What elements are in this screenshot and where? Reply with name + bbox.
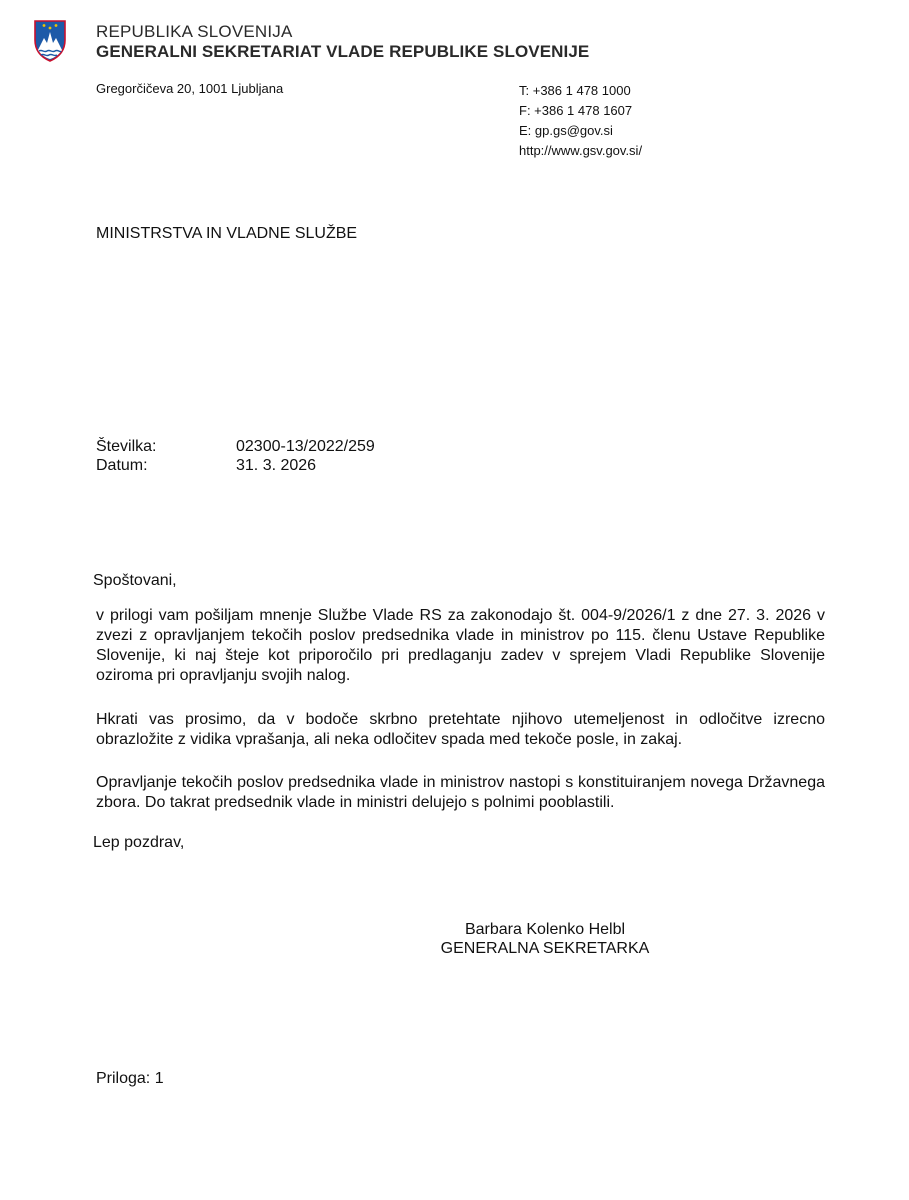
date-label: Datum: bbox=[96, 457, 148, 474]
coat-of-arms-icon bbox=[33, 20, 67, 62]
number-row bbox=[96, 437, 375, 456]
attachment-note: Priloga: 1 bbox=[96, 1070, 164, 1087]
website-url: http://www.gsv.gov.si/ bbox=[519, 143, 643, 158]
phone-number: T: +386 1 478 1000 bbox=[519, 83, 631, 98]
greeting: Spoštovani, bbox=[93, 572, 177, 589]
closing: Lep pozdrav, bbox=[93, 834, 185, 851]
document-meta bbox=[96, 437, 375, 475]
signatory-title: GENERALNA SEKRETARKA bbox=[440, 940, 650, 957]
org-name-line1: REPUBLIKA SLOVENIJA bbox=[96, 22, 293, 41]
fax-number: F: +386 1 478 1607 bbox=[519, 103, 633, 118]
signature-block bbox=[420, 920, 670, 958]
org-name-line2: GENERALNI SEKRETARIAT VLADE REPUBLIKE SLOVENIJE bbox=[96, 42, 590, 61]
sender-address: Gregorčičeva 20, 1001 Ljubljana bbox=[96, 81, 284, 96]
date-value: 31. 3. 2026 bbox=[236, 457, 317, 474]
body-paragraph-3: Opravljanje tekočih poslov predsednika vlade in ministrov nastopi s konstituiranjem novega Državnega zbora. Do takrat predsednik vlade in ministri delujejo s polnimi pooblastili. bbox=[96, 774, 825, 811]
body-paragraph-2: Hkrati vas prosimo, da v bodoče skrbno pretehtate njihovo utemeljenost in odločitve izrecno obrazložite z vidika vprašanja, ali neka odločitev spada med tekoče posle, in zakaj. bbox=[96, 711, 825, 748]
contact-block bbox=[519, 81, 642, 161]
number-label: Številka: bbox=[96, 438, 157, 455]
recipient: MINISTRSTVA IN VLADNE SLUŽBE bbox=[96, 225, 358, 242]
body-paragraph-1: v prilogi vam pošiljam mnenje Službe Vlade RS za zakonodajo št. 004-9/2026/1 z dne 27. 3. 2026 v zvezi z opravljanjem tekočih poslov predsednika vlade in ministrov po 115. členu Ustave Republike Slovenije, ki naj šteje kot priporočilo pri predlaganju zadev v sprejem Vladi Republike Slovenije oziroma pri opravljanju svojih nalog. bbox=[96, 607, 825, 684]
signatory-name: Barbara Kolenko Helbl bbox=[464, 921, 626, 938]
date-row bbox=[96, 456, 375, 475]
number-value: 02300-13/2022/259 bbox=[236, 438, 375, 455]
email-address: E: gp.gs@gov.si bbox=[519, 123, 613, 138]
